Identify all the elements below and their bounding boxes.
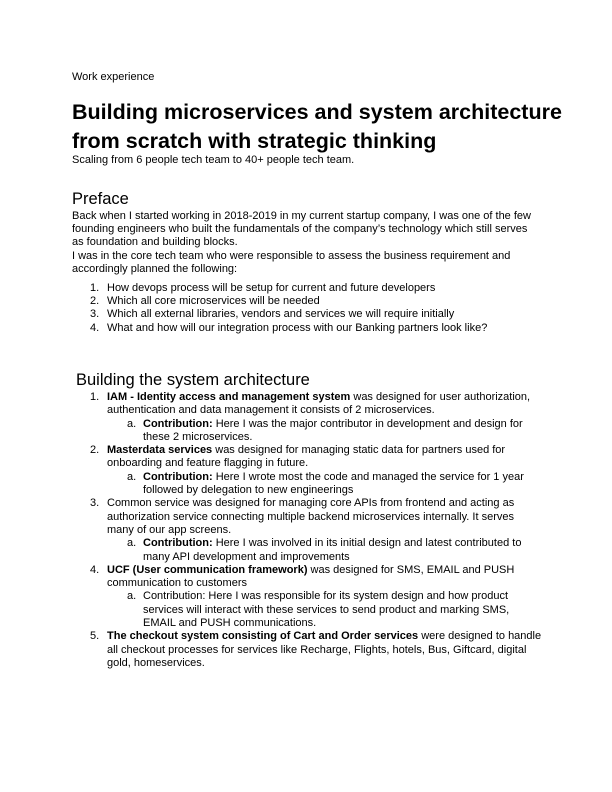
contribution-note: a. Contribution: Here I was involved in its initial design and latest contributed to many API development and improvements: [127, 537, 522, 563]
section-kicker: Work experience: [72, 71, 155, 83]
contribution-note: a. Contribution: Here I was responsible for its system design and how product services will interact with these services to send product and marking SMS, EMAIL and PUSH communications.: [127, 590, 510, 630]
architecture-item-ucf: 4. UCF (User communication framework) was designed for SMS, EMAIL and PUSH communication to customers a. Contribution: Here I was responsible for its system design and how product services will interact with these services to send product and marking SMS, EMAIL and PUSH communications.: [72, 564, 542, 630]
title-line-2: from scratch with strategic thinking: [72, 129, 437, 153]
architecture-heading: Building the system architecture: [76, 371, 310, 389]
title-line-1: Building microservices and system architecture: [72, 100, 562, 124]
preface-paragraph-2: I was in the core tech team who were responsible to assess the business requirement and accordingly planned the following:: [72, 249, 511, 275]
architecture-item-iam: 1. IAM - Identity access and management system was designed for user authorization, authentication and data management it consists of 2 microservices. a. Contribution: Here I was the major contributor in development and design for these 2 microservices.: [72, 391, 542, 444]
contribution-note: a. Contribution: Here I wrote most the code and managed the service for 1 year followed by delegation to new engineerings: [127, 470, 524, 497]
preface-list-item: 1. How devops process will be setup for current and future developers: [90, 282, 436, 294]
architecture-item-common-service: 3. Common service was designed for managing core APIs from frontend and acting as authorization service connecting multiple backend microservices internally. It serves many of our app screens. a. Contribution: Here I was involved in its initial design and latest contributed to many API development and improvements: [72, 497, 542, 563]
preface-heading: Preface: [72, 190, 129, 208]
preface-list-item: 4. What and how will our integration process with our Banking partners look like?: [90, 321, 488, 334]
contribution-note: a. Contribution: Here I was the major contributor in development and design for these 2 microservices.: [127, 417, 523, 443]
preface-list-item: 3. Which all external libraries, vendors and services we will require initially: [90, 308, 455, 321]
architecture-item-checkout: 5. The checkout system consisting of Cart and Order services were designed to handle all checkout processes for services like Recharge, Flights, hotels, Bus, Giftcard, digital gold, homeservices.: [90, 630, 542, 669]
preface-list: [72, 282, 542, 335]
architecture-list: [72, 391, 542, 670]
page-title: [72, 98, 562, 156]
preface-list-item: 2. Which all core microservices will be needed: [90, 295, 320, 308]
architecture-item-masterdata: 2. Masterdata services was designed for managing static data for partners used for onboarding and feature flagging in future. a. Contribution: Here I wrote most the code and managed the service for 1 year followed by delegation to new engineerings: [72, 444, 542, 497]
preface-body: [72, 210, 542, 276]
preface-paragraph-1: Back when I started working in 2018-2019 in my current startup company, I was one of the few founding engineers who built the fundamentals of the company’s technology which still serves as foundation and building blocks.: [72, 210, 531, 249]
page-subtitle: Scaling from 6 people tech team to 40+ people tech team.: [72, 154, 355, 166]
